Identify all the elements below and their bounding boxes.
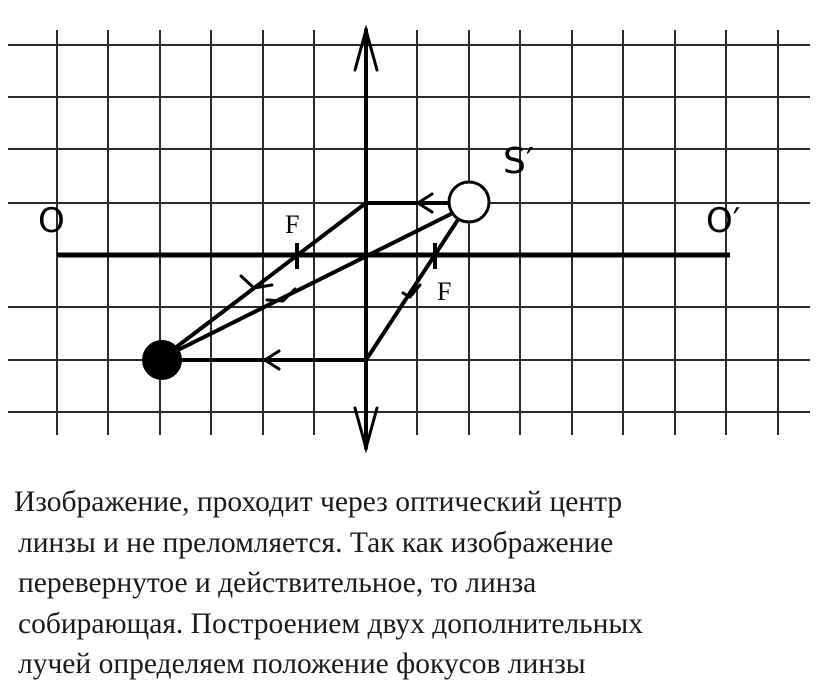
grid xyxy=(8,30,810,435)
lens xyxy=(355,30,377,448)
focus-label-right: F xyxy=(437,277,452,306)
caption-line: линзы и не преломляется. Так как изображение xyxy=(18,526,614,559)
caption-line: собирающая. Построением двух дополнительных xyxy=(18,607,643,640)
caption-line: Изображение, проходит через оптический центр xyxy=(14,486,623,518)
source-point xyxy=(142,340,182,380)
caption-line: перевернутое и действительное, то линза xyxy=(18,567,537,599)
focus-label-left: F xyxy=(285,210,300,239)
image-point xyxy=(449,182,489,222)
caption-text xyxy=(14,482,809,685)
caption-line: лучей определяем положение фокусов линзы xyxy=(18,648,586,680)
axis-label-right: O′ xyxy=(706,201,741,241)
image-point-label: S′ xyxy=(503,141,535,182)
ray-through-center xyxy=(162,212,455,358)
axis-label-left: O xyxy=(38,201,65,241)
ray-arrows xyxy=(241,194,432,369)
